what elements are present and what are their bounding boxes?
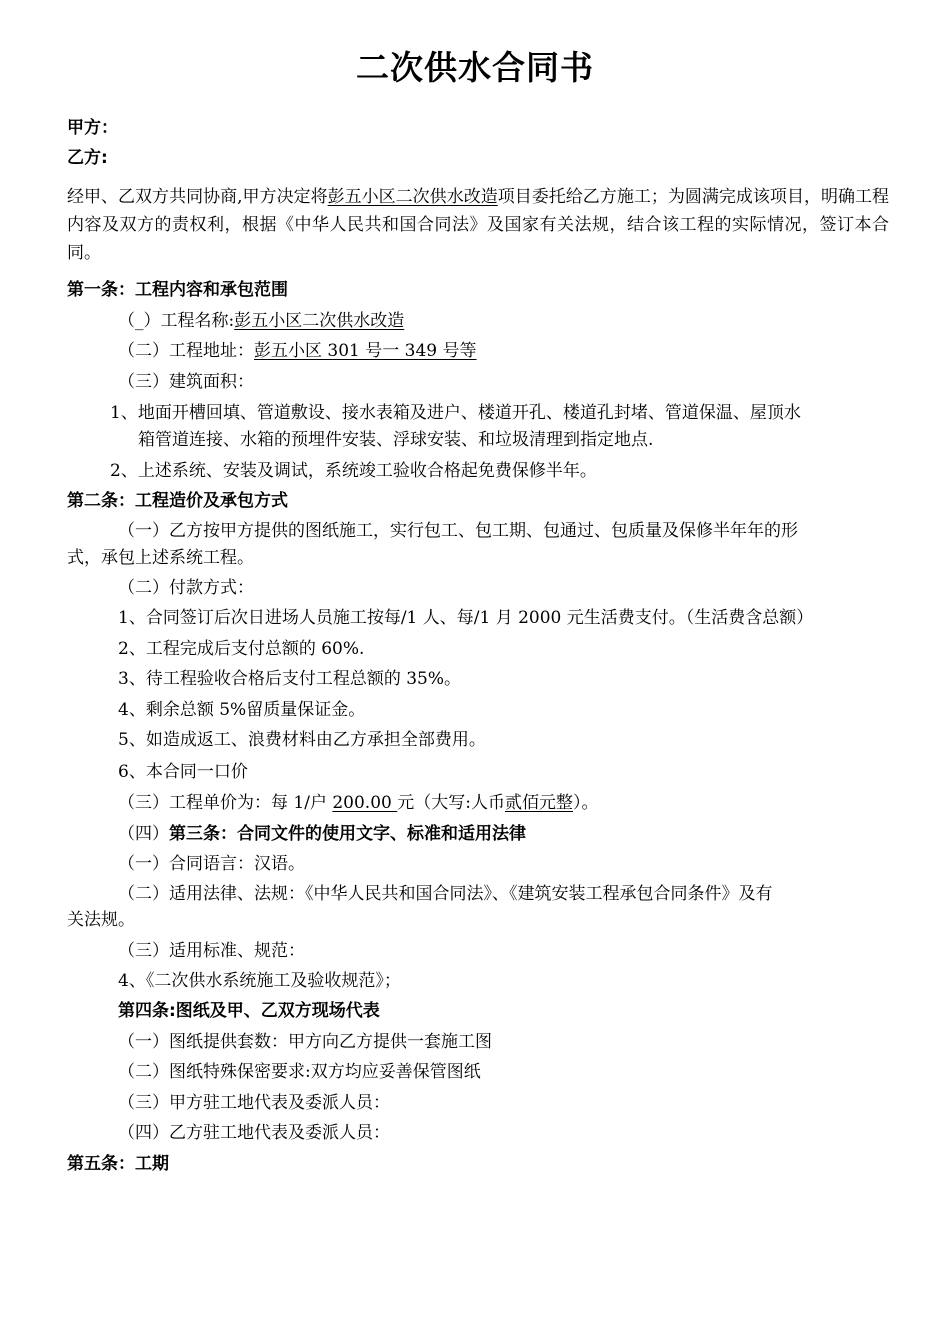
party-a-label: 甲方： [67, 118, 118, 138]
unit-price-end: ）。 [572, 793, 599, 813]
payment-item-3: 3、待工程验收合格后支付工程总额的 35%。 [118, 669, 462, 689]
project-name-value: 彭五小区二次供水改造 [234, 311, 405, 331]
intro-project-name: 彭五小区二次供水改造 [327, 187, 498, 207]
unit-price-label: （三）工程单价为：每 1/户 [118, 793, 333, 813]
article-1-heading: 第一条：工程内容和承包范围 [67, 280, 288, 300]
building-area-line: （三）建筑面积： [118, 372, 254, 392]
applicable-law-line-b: 关法规。 [67, 910, 135, 930]
payment-item-1: 1、合同签订后次日进场人员施工按每/1 人、每/1 月 2000 元生活费支付。（生活费含总额） [118, 608, 814, 628]
applicable-law-line-a: （二）适用法律、法规：《中华人民共和国合同法》、《建筑安装工程承包合同条件》及有 [118, 884, 773, 904]
party-b-representative: （四）乙方驻工地代表及委派人员： [118, 1123, 390, 1143]
article-4-heading: 第四条:图纸及甲、乙双方现场代表 [118, 1001, 380, 1021]
contract-language: （一）合同语言：汉语。 [118, 854, 305, 874]
payment-heading: （二）付款方式： [118, 578, 254, 598]
contract-mode-line-b: 式，承包上述系统工程。 [67, 548, 254, 568]
scope-item-1-line-b: 箱管道连接、水箱的预埋件安装、浮球安装、和垃圾清理到指定地点. [138, 430, 654, 450]
contract-mode-line-a: （一）乙方按甲方提供的图纸施工，实行包工、包工期、包通过、包质量及保修半年年的形 [118, 521, 798, 541]
payment-item-6: 6、本合同一口价 [118, 762, 248, 782]
intro-text-1: 经甲、乙双方共同协商,甲方决定将 [67, 187, 328, 207]
unit-price-text: 元（大写:人币 [397, 793, 505, 813]
project-address-value: 彭五小区 301 号一 349 号等 [254, 341, 477, 361]
intro-paragraph [67, 183, 889, 267]
article-3-heading: 第三条：合同文件的使用文字、标准和适用法律 [169, 824, 526, 844]
article-3-line [118, 822, 526, 846]
project-name-line [118, 309, 404, 333]
project-address-line [118, 339, 477, 363]
scope-item-1-line-a: 1、地面开槽回填、管道敷设、接水表箱及进户、楼道开孔、楼道孔封堵、管道保温、屋顶水 [110, 403, 801, 423]
drawings-confidentiality: （二）图纸特殊保密要求:双方均应妥善保管图纸 [118, 1062, 481, 1082]
payment-item-4: 4、剩余总额 5%留质量保证金。 [118, 700, 366, 720]
article-5-heading: 第五条：工期 [67, 1154, 169, 1174]
unit-price-line [118, 791, 598, 815]
intro-text-2: 项目委托给乙方施工；为圆满完成该项目，明确工程内容及双方的责权利，根据《中华人民共和国合同法》及国家有关法规，结合该工程的实际情况，签订本合同。 [67, 187, 890, 263]
article-2-heading: 第二条：工程造价及承包方式 [67, 491, 288, 511]
document-title: 二次供水合同书 [356, 48, 594, 87]
standards-heading: （三）适用标准、规范： [118, 941, 305, 961]
payment-item-5: 5、如造成返工、浪费材料由乙方承担全部费用。 [118, 730, 486, 750]
article-3-prefix: （四） [118, 824, 169, 844]
unit-price-chinese: 贰佰元整 [504, 793, 573, 813]
party-b-label: 乙方: [67, 148, 108, 168]
scope-item-2: 2、上述系统、安装及调试，系统竣工验收合格起免费保修半年。 [110, 461, 597, 481]
drawings-count: （一）图纸提供套数：甲方向乙方提供一套施工图 [118, 1032, 492, 1052]
project-address-label: （二）工程地址： [118, 341, 254, 361]
unit-price-number: 200.00 [332, 793, 398, 813]
payment-item-2: 2、工程完成后支付总额的 60%. [118, 639, 365, 659]
standards-item-4: 4、《二次供水系统施工及验收规范》； [118, 971, 401, 991]
project-name-label: （_）工程名称: [118, 311, 235, 331]
party-a-representative: （三）甲方驻工地代表及委派人员： [118, 1093, 390, 1113]
